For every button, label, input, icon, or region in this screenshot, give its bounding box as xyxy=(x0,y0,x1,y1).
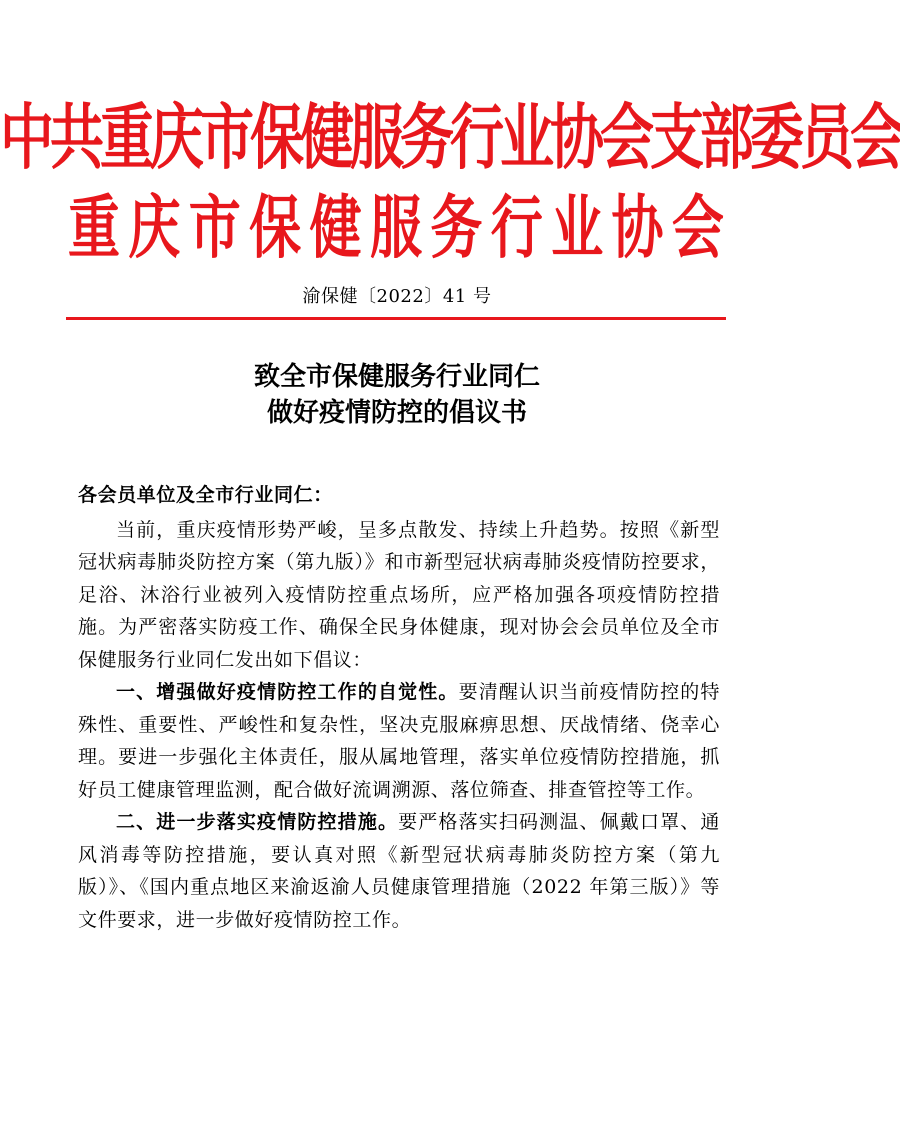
org-name-line2-char: 服 xyxy=(369,189,422,269)
document-number: 渝保健〔2022〕41 号 xyxy=(302,286,492,307)
org-name-line2-char: 重 xyxy=(68,189,121,269)
header-divider xyxy=(66,317,726,320)
org-name-line2-char: 保 xyxy=(249,189,302,269)
org-name-line2-char: 健 xyxy=(309,189,362,269)
section-2-heading: 二、进一步落实疫情防控措施。 xyxy=(116,811,399,833)
document-body xyxy=(78,479,720,936)
section-1-text: 要清醒认识当前疫情防控的特殊性、重要性、严峻性和复杂性，坚决克服麻痹思想、厌战情绪、侥幸心理。要进一步强化主体责任，服从属地管理，落实单位疫情防控措施，抓好员工健康管理监测，配合做好流调溯源、落位筛查、排查管控等工作。 xyxy=(78,681,720,801)
section-1-paragraph xyxy=(78,676,720,806)
org-name-line2-char: 协 xyxy=(611,189,664,269)
section-1-heading: 一、增强做好疫情防控工作的自觉性。 xyxy=(116,681,459,703)
salutation: 各会员单位及全市行业同仁： xyxy=(78,484,333,506)
org-name-line2-char: 会 xyxy=(671,189,724,269)
section-2-text: 要严格落实扫码测温、佩戴口罩、通风消毒等防控措施，要认真对照《新型冠状病毒肺炎防控方案（第九版）》、《国内重点地区来渝返渝人员健康管理措施（2022 年第三版）》等文件要求，进一步做好疫情防控工作。 xyxy=(78,811,720,931)
document-title-line2: 做好疫情防控的倡议书 xyxy=(266,398,527,428)
intro-paragraph: 当前，重庆疫情形势严峻，呈多点散发、持续上升趋势。按照《新型冠状病毒肺炎防控方案（第九版）》和市新型冠状病毒肺炎疫情防控要求，足浴、沐浴行业被列入疫情防控重点场所，应严格加强各项疫情防控措施。为严密落实防疫工作、确保全民身体健康，现对协会会员单位及全市保健服务行业同仁发出如下倡议： xyxy=(78,518,720,671)
org-name-line2-char: 业 xyxy=(551,189,604,269)
org-name-line2-char: 庆 xyxy=(128,189,181,269)
org-name-line2 xyxy=(0,176,794,282)
org-name-line2-char: 行 xyxy=(490,189,543,269)
org-name-line2-char: 务 xyxy=(430,189,483,269)
section-2-paragraph xyxy=(78,806,720,936)
org-name-line1: 中共重庆市保健服务行业协会支部委员会 xyxy=(0,95,900,179)
org-name-line2-char: 市 xyxy=(188,189,241,269)
document-title-line1: 致全市保健服务行业同仁 xyxy=(253,362,540,392)
